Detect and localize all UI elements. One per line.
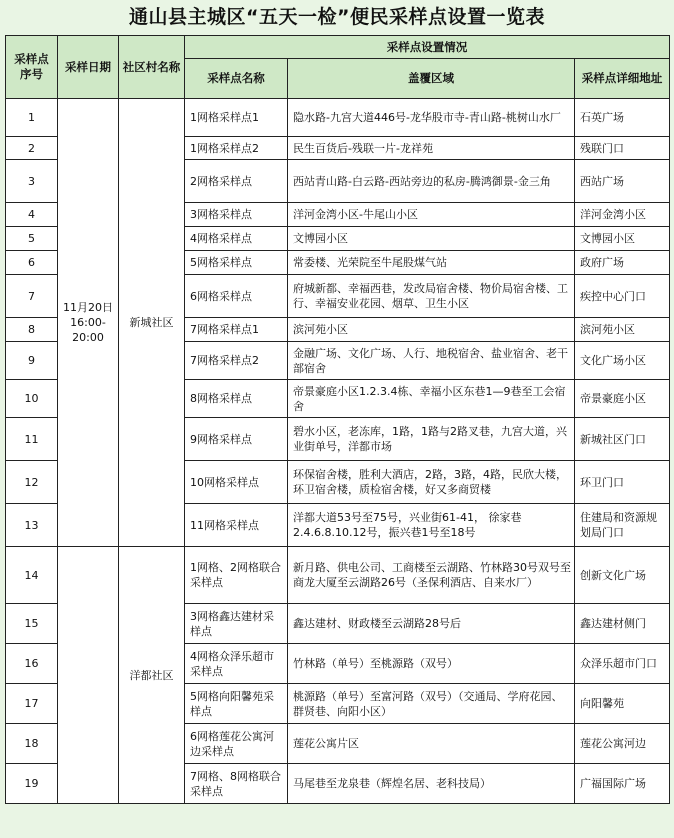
cell-seq: 11 <box>6 418 58 461</box>
cell-point-name: 7网格采样点2 <box>185 342 288 380</box>
cell-point-name: 11网格采样点 <box>185 504 288 547</box>
header-coverage: 盖覆区域 <box>288 59 575 99</box>
cell-address: 广福国际广场 <box>575 764 670 804</box>
cell-point-name: 5网格向阳馨苑采样点 <box>185 684 288 724</box>
cell-coverage: 常委楼、光荣院至牛尾股煤气站 <box>288 251 575 275</box>
header-point-name: 采样点名称 <box>185 59 288 99</box>
cell-seq: 19 <box>6 764 58 804</box>
cell-coverage: 隐水路-九宫大道446号-龙华股市寺-青山路-桃树山水厂 <box>288 99 575 137</box>
cell-address: 向阳馨苑 <box>575 684 670 724</box>
header-group: 采样点设置情况 <box>185 36 670 59</box>
cell-coverage: 环保宿舍楼，胜利大酒店，2路，3路，4路，民欣大楼，环卫宿舍楼，质检宿舍楼，好又多商贸楼 <box>288 461 575 504</box>
cell-point-name: 7网格采样点1 <box>185 318 288 342</box>
cell-coverage: 洋河金湾小区-牛尾山小区 <box>288 203 575 227</box>
cell-coverage: 碧水小区，老冻库，1路，1路与2路叉巷，九宫大道，兴业街单号，洋都市场 <box>288 418 575 461</box>
cell-address: 创新文化广场 <box>575 547 670 604</box>
cell-coverage: 文博园小区 <box>288 227 575 251</box>
cell-address: 文化广场小区 <box>575 342 670 380</box>
cell-point-name: 6网格莲花公寓河边采样点 <box>185 724 288 764</box>
cell-address: 疾控中心门口 <box>575 275 670 318</box>
cell-seq: 8 <box>6 318 58 342</box>
cell-point-name: 4网格众泽乐超市采样点 <box>185 644 288 684</box>
cell-point-name: 6网格采样点 <box>185 275 288 318</box>
cell-seq: 13 <box>6 504 58 547</box>
cell-address: 鑫达建材侧门 <box>575 604 670 644</box>
cell-coverage: 桃源路（单号）至富河路（双号）（交通局、学府花园、群贤巷、向阳小区） <box>288 684 575 724</box>
cell-address: 文博园小区 <box>575 227 670 251</box>
cell-seq: 2 <box>6 137 58 160</box>
cell-address: 政府广场 <box>575 251 670 275</box>
cell-seq: 15 <box>6 604 58 644</box>
cell-coverage: 竹林路（单号）至桃源路（双号） <box>288 644 575 684</box>
cell-address: 滨河苑小区 <box>575 318 670 342</box>
cell-address: 莲花公寓河边 <box>575 724 670 764</box>
cell-address: 住建局和资源规划局门口 <box>575 504 670 547</box>
cell-coverage: 马尾巷至龙泉巷（辉煌名居、老科技局） <box>288 764 575 804</box>
cell-seq: 7 <box>6 275 58 318</box>
cell-coverage: 府城新都、幸福西巷，发改局宿舍楼、物价局宿舍楼、工行、幸福安业花园、烟草、卫生小区 <box>288 275 575 318</box>
cell-seq: 9 <box>6 342 58 380</box>
cell-seq: 3 <box>6 160 58 203</box>
cell-address: 残联门口 <box>575 137 670 160</box>
cell-point-name: 1网格采样点1 <box>185 99 288 137</box>
cell-coverage: 新月路、供电公司、工商楼至云湖路、竹林路30号双号至商龙大厦至云湖路26号（圣保利酒店、自来水厂） <box>288 547 575 604</box>
cell-point-name: 3网格鑫达建材采样点 <box>185 604 288 644</box>
cell-coverage: 民生百货后-残联一片-龙祥苑 <box>288 137 575 160</box>
cell-point-name: 10网格采样点 <box>185 461 288 504</box>
cell-coverage: 鑫达建材、财政楼至云湖路28号后 <box>288 604 575 644</box>
cell-seq: 16 <box>6 644 58 684</box>
cell-seq: 12 <box>6 461 58 504</box>
cell-point-name: 9网格采样点 <box>185 418 288 461</box>
cell-coverage: 西站青山路-白云路-西站旁边的私房-腾鸿御景-金三角 <box>288 160 575 203</box>
cell-seq: 17 <box>6 684 58 724</box>
sampling-points-table <box>5 35 670 804</box>
cell-coverage: 滨河苑小区 <box>288 318 575 342</box>
cell-point-name: 1网格、2网格联合采样点 <box>185 547 288 604</box>
cell-seq: 6 <box>6 251 58 275</box>
cell-address: 新城社区门口 <box>575 418 670 461</box>
cell-seq: 10 <box>6 380 58 418</box>
cell-point-name: 5网格采样点 <box>185 251 288 275</box>
cell-seq: 18 <box>6 724 58 764</box>
cell-coverage: 洋都大道53号至75号，兴业街61-41， 徐家巷2.4.6.8.10.12号，振兴巷1号至18号 <box>288 504 575 547</box>
cell-coverage: 金融广场、文化广场、人行、地税宿舍、盐业宿舍、老干部宿舍 <box>288 342 575 380</box>
cell-point-name: 7网格、8网格联合采样点 <box>185 764 288 804</box>
cell-seq: 4 <box>6 203 58 227</box>
cell-point-name: 1网格采样点2 <box>185 137 288 160</box>
table-row <box>6 99 670 137</box>
cell-community-xincheng: 新城社区 <box>119 99 185 547</box>
cell-coverage: 莲花公寓片区 <box>288 724 575 764</box>
cell-seq: 5 <box>6 227 58 251</box>
cell-community-yangdu: 洋都社区 <box>119 547 185 804</box>
table-row <box>6 547 670 604</box>
cell-point-name: 2网格采样点 <box>185 160 288 203</box>
cell-point-name: 3网格采样点 <box>185 203 288 227</box>
header-date: 采样日期 <box>58 36 119 99</box>
cell-date-empty <box>58 547 119 804</box>
cell-address: 众泽乐超市门口 <box>575 644 670 684</box>
cell-address: 西站广场 <box>575 160 670 203</box>
header-community: 社区村名称 <box>119 36 185 99</box>
cell-point-name: 8网格采样点 <box>185 380 288 418</box>
cell-address: 环卫门口 <box>575 461 670 504</box>
cell-seq: 1 <box>6 99 58 137</box>
cell-date: 11月20日 16:00-20:00 <box>58 99 119 547</box>
cell-seq: 14 <box>6 547 58 604</box>
page-title: 通山县主城区“五天一检”便民采样点设置一览表 <box>129 6 545 28</box>
cell-address: 洋河金湾小区 <box>575 203 670 227</box>
cell-coverage: 帝景豪庭小区1.2.3.4栋、幸福小区东巷1—9巷至工会宿舍 <box>288 380 575 418</box>
header-address: 采样点详细地址 <box>575 59 670 99</box>
cell-point-name: 4网格采样点 <box>185 227 288 251</box>
cell-address: 石英广场 <box>575 99 670 137</box>
cell-address: 帝景豪庭小区 <box>575 380 670 418</box>
header-seq: 采样点序号 <box>6 36 58 99</box>
